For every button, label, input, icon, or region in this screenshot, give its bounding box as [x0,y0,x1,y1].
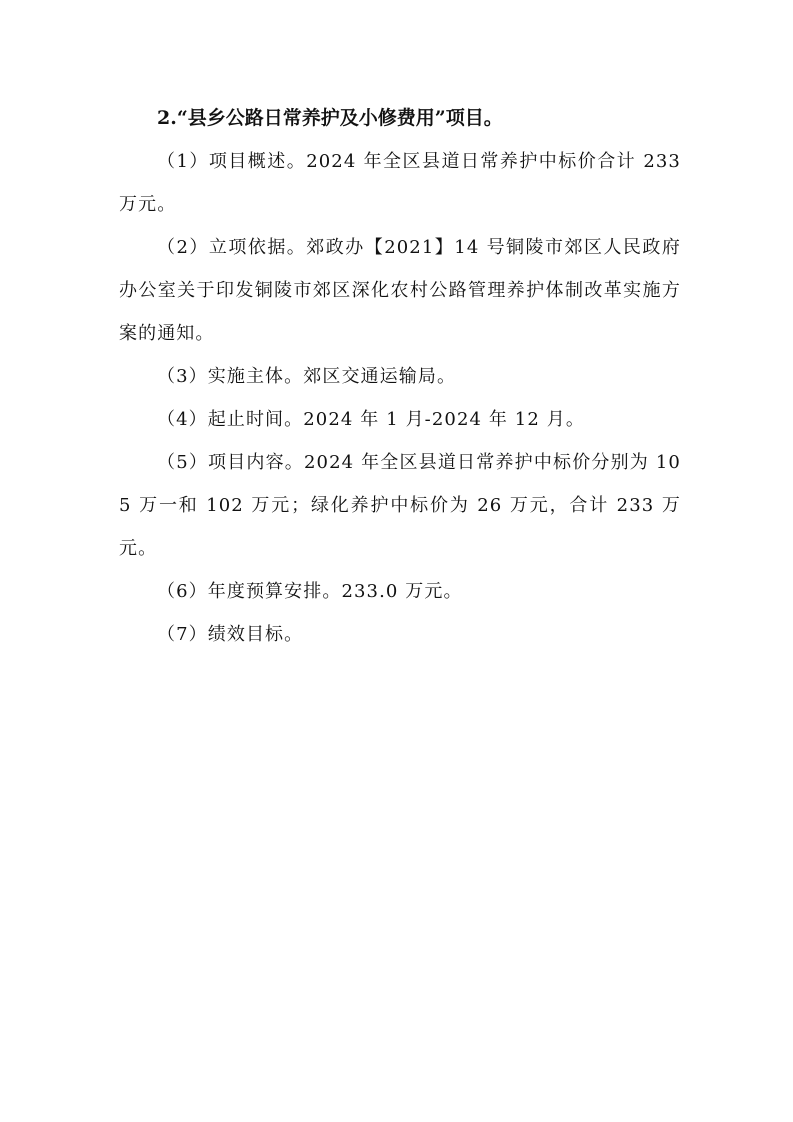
document-body [119,96,681,656]
paragraph-overview: （1）项目概述。2024 年全区县道日常养护中标价合计 233 万元。 [119,151,681,215]
section-heading: 2.“县乡公路日常养护及小修费用”项目。 [157,107,503,129]
paragraph-implementer: （3）实施主体。郊区交通运输局。 [157,366,457,387]
paragraph-content: （5）项目内容。2024 年全区县道日常养护中标价分别为 105 万一和 102 万元；绿化养护中标价为 26 万元，合计 233 万元。 [119,452,681,559]
paragraph-basis: （2）立项依据。郊政办【2021】14 号铜陵市郊区人民政府办公室关于印发铜陵市郊区深化农村公路管理养护体制改革实施方案的通知。 [119,237,681,344]
paragraph-goals: （7）绩效目标。 [157,624,304,645]
paragraph-budget: （6）年度预算安排。233.0 万元。 [157,581,463,602]
paragraph-period: （4）起止时间。2024 年 1 月-2024 年 12 月。 [157,409,585,430]
